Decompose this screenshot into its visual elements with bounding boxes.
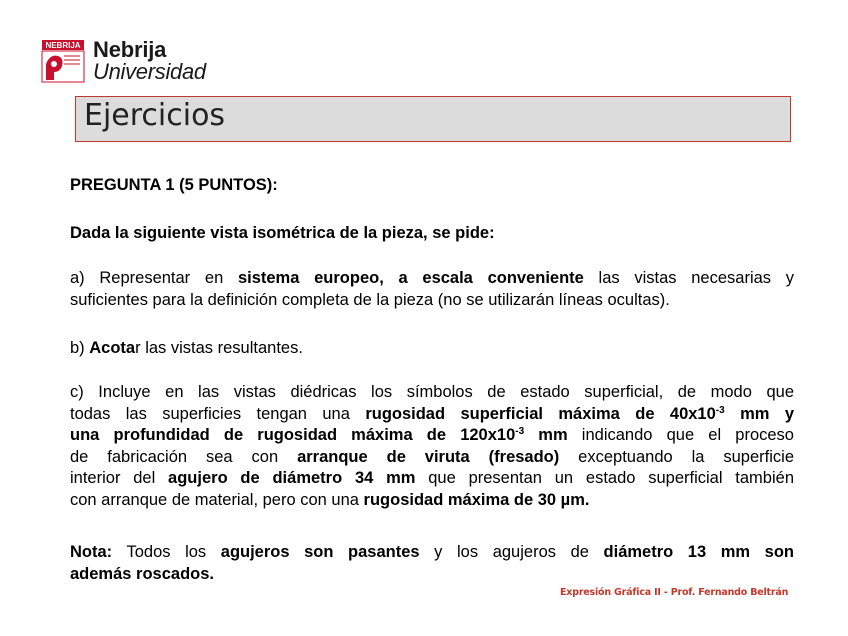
note-paragraph [70,542,794,585]
part-c-line-4b: arranque de viruta (fresado) [297,447,560,466]
question-heading: PREGUNTA 1 (5 PUNTOS): [70,176,278,194]
part-c-line-3b: mm [524,426,568,444]
part-c-line-2b: rugosidad superficial máxima de 40x10 [365,404,716,423]
part-c-line-2c: mm y [724,404,794,423]
logo-subname: Universidad [93,59,206,84]
footer-credit: Expresión Gráfica II - Prof. Fernando Beltrán [560,587,789,598]
part-c-exponent-2: -3 [515,426,525,437]
part-b-text-2: r las vistas resultantes. [135,339,303,357]
part-c-line-3a: una profundidad de rugosidad máxima de 120x10 [70,426,516,444]
part-c-paragraph [70,382,794,511]
note-text-2: y los agujeros de [419,543,604,561]
note-bold-1: agujeros son pasantes [220,543,420,561]
part-c-line-2a: todas las superficies tengan una [70,404,366,423]
part-a-text-2: las vistas necesarias y [583,269,794,287]
part-a-text-3: suficientes para la definición completa de la pieza (no se utilizarán líneas ocultas). [70,290,670,309]
university-logo [40,38,210,88]
note-text-1: Todos los [112,543,221,561]
part-c-line-6b: rugosidad máxima de 30 µm. [363,490,590,509]
part-c-exponent-1: -3 [715,404,725,416]
page-title: Ejercicios [84,98,226,133]
part-c-line-6a: con arranque de material, pero con una [70,490,364,509]
title-banner [75,96,791,142]
part-c-line-4a: de fabricación sea con [70,447,298,466]
part-c-line-5a: interior del [70,469,169,487]
nebrija-emblem-icon [40,38,86,84]
part-c-line-5c: que presentan un estado superficial también [415,469,794,487]
part-b-paragraph [70,338,794,360]
note-bold-2: diámetro 13 mm son [603,543,795,561]
part-a-paragraph [70,268,794,311]
note-bold-3: además roscados. [70,564,214,583]
part-c-line-4c: exceptuando la superficie [559,447,794,466]
part-a-bold-1: sistema europeo, a escala conveniente [237,269,584,287]
part-c-line-3c: indicando que el proceso [567,426,794,444]
part-c-line-1: c) Incluye en las vistas diédricas los símbolos de estado superficial, de modo que [70,383,794,401]
question-intro: Dada la siguiente vista isométrica de la pieza, se pide: [70,224,495,242]
part-c-line-5b: agujero de diámetro 34 mm [168,469,416,487]
svg-text:NEBRIJA: NEBRIJA [45,41,81,50]
logo-name: Nebrija [93,37,167,62]
part-b-text-1: b) [70,339,90,357]
note-label: Nota: [70,543,113,561]
part-a-text-1: a) Representar en [70,269,238,287]
part-b-bold-1: Acota [89,339,136,357]
